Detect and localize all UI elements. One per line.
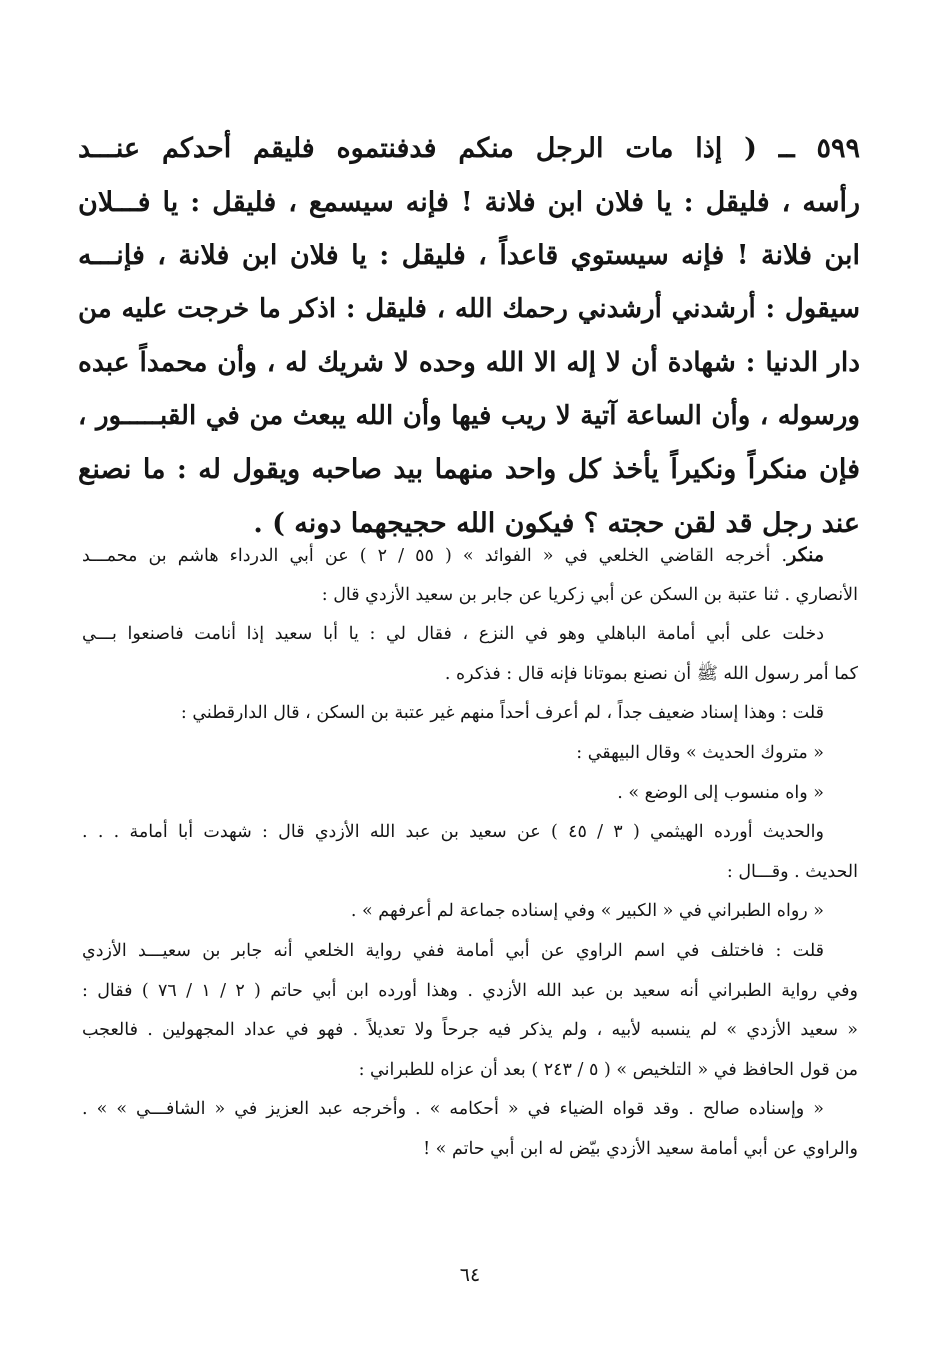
commentary-line-9: الحديث . وقـــال :: [726, 861, 858, 882]
hadith-line-1: [78, 122, 860, 176]
commentary-line-6: « متروك الحديث » وقال البيهقي :: [576, 742, 824, 763]
commentary-line-1: [82, 536, 858, 576]
hadith-line-3: ابن فلانة ! فإنه سيستوي قاعداً ، فليقل : يا فلان ابن فلانة ، فإنـــه: [78, 240, 860, 271]
hadith-line-1-text: ــ ( إذا مات الرجل منكم فدفنتموه فليقم أحدكم عنـــد: [78, 133, 795, 164]
commentary-line-7: « واه منسوب إلى الوضع » .: [617, 782, 824, 803]
hadith-line-5: دار الدنيا : شهادة أن لا إله الا الله وحده لا شريك له ، وأن محمداً عبده: [78, 347, 860, 378]
hadith-number: ٥٩٩: [816, 133, 860, 164]
commentary-line-16: والراوي عن أبي أمامة سعيد الأزدي بيّض له ابن أبي حاتم » !: [423, 1138, 858, 1159]
hadith-line-8: عند رجل قد لقن حجته ؟ فيكون الله حجيجهما دونه ) .: [253, 507, 860, 539]
commentary-line-4: كما أمر رسول الله ﷺ أن نصنع بموتانا فإنه قال : فذكره .: [444, 663, 858, 684]
hadith-line-6: ورسوله ، وأن الساعة آتية لا ريب فيها وأن الله يبعث من في القبـــــور ،: [78, 400, 860, 431]
page-number: ٦٤: [459, 1264, 481, 1286]
grade-label: منكر: [787, 544, 825, 566]
commentary-line-13: « سعيد الأزدي » لم ينسبه لأبيه ، ولم يذكر فيه جرحاً ولا تعديلاً . فهو في عداد المجهولين . فالعجب: [82, 1020, 858, 1041]
commentary-line-5: قلت : وهذا إسناد ضعيف جداً ، لم أعرف أحداً منهم غير عتبة بن السكن ، قال الدارقطني :: [180, 703, 824, 724]
commentary-line-10: « رواه الطبراني في « الكبير » وفي إسناده جماعة لم أعرفهم » .: [350, 901, 824, 922]
hadith-line-2: رأسه ، فليقل : يا فلان ابن فلانة ! فإنه سيسمع ، فليقل : يا فـــلان: [78, 186, 860, 218]
hadith-line-7: فإن منكراً ونكيراً يأخذ كل واحد منهما بيد صاحبه ويقول له : ما نصنع: [78, 454, 860, 485]
commentary-line-8: والحديث أورده الهيثمي ( ٣ / ٤٥ ) عن سعيد بن عبد الله الأزدي قال : شهدت أبا أمامة . . .: [82, 822, 824, 843]
commentary-line-2: الأنصاري . ثنا عتبة بن السكن عن أبي زكريا عن جابر بن سعيد الأزدي قال :: [321, 584, 858, 605]
commentary-line-15: « وإسناده صالح . وقد قواه الضياء في « أحكامه » . وأخرجه عبد العزيز في « الشافـــي » » .: [82, 1099, 824, 1120]
commentary-line-14: من قول الحافظ في « التلخيص » ( ٥ / ٢٤٣ ) بعد أن عزاه للطبراني :: [358, 1059, 858, 1080]
commentary-line-3: دخلت على أبي أمامة الباهلي وهو في النزع ، فقال لي : يا أبا سعيد إذا أنامت فاصنعوا بـــي: [82, 624, 824, 645]
hadith-text: [78, 122, 860, 550]
commentary-text: [82, 536, 858, 1170]
commentary-line-12: وفي رواية الطبراني أنه سعيد بن عبد الله الأزدي . وهذا أورده ابن أبي حاتم ( ٢ / ١ / ٧٦ ) فقال :: [82, 980, 858, 1001]
commentary-line-1-text: . أخرجه القاضي الخلعي في « الفوائد » ( ٥٥ / ٢ ) عن أبي الدرداء هاشم بن محمـــد: [82, 546, 788, 566]
commentary-line-11: قلت : فاختلف في اسم الراوي عن أبي أمامة ففي رواية الخلعي أنه جابر بن سعيـــد الأزدي: [82, 940, 824, 961]
hadith-line-4: سيقول : أرشدني أرشدني رحمك الله ، فليقل : اذكر ما خرجت عليه من: [78, 293, 860, 324]
